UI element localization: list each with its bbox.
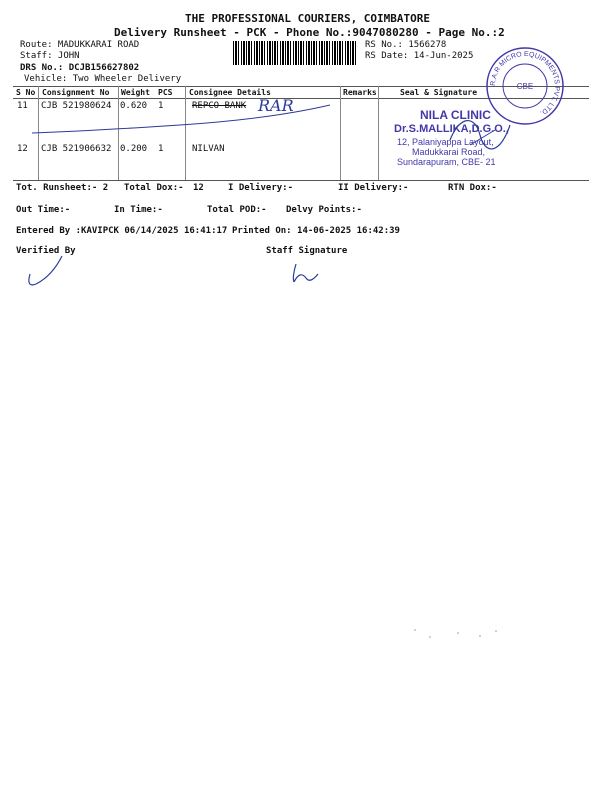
tot-runsheet: Tot. Runsheet:- 2 xyxy=(16,183,109,193)
round-stamp-text: R.A.R MICRO EQUIPMENTS PVT. LTD. xyxy=(489,50,561,117)
handwritten-rar: RAR xyxy=(258,96,294,115)
total-pod: Total POD:- xyxy=(207,205,267,215)
col-header-consignee: Consignee Details xyxy=(189,88,271,97)
scan-speck-graphic xyxy=(400,625,520,645)
route-label: Route: MADUKKARAI ROAD xyxy=(20,40,140,50)
row-pcs: 1 xyxy=(158,101,164,111)
pen-stroke-graphic xyxy=(30,95,350,140)
col-header-remarks: Remarks xyxy=(343,88,377,97)
ii-delivery: II Delivery:- xyxy=(338,183,409,193)
row-consignment: CJB 521906632 xyxy=(41,144,112,154)
in-time: In Time:- xyxy=(114,205,163,215)
row-consignee: NILVAN xyxy=(192,144,225,154)
clinic-stamp-address: 12, Palaniyappa Layout, xyxy=(397,137,494,147)
row-weight: 0.620 xyxy=(120,101,148,111)
entered-by: Entered By :KAVIPCK 06/14/2025 16:41:17 xyxy=(16,226,228,236)
col-divider xyxy=(378,86,379,180)
clinic-stamp-address: Sundarapuram, CBE- 21 xyxy=(397,157,496,167)
staff-label: Staff: JOHN xyxy=(20,51,80,61)
col-header-sno: S No xyxy=(16,88,36,97)
i-delivery: I Delivery:- xyxy=(228,183,294,193)
printed-on: Printed On: 14-06-2025 16:42:39 xyxy=(232,226,400,236)
col-header-consignment: Consignment No xyxy=(42,88,110,97)
company-title: THE PROFESSIONAL COURIERS, COIMBATORE xyxy=(185,12,431,25)
out-time: Out Time:- xyxy=(16,205,71,215)
clinic-stamp-address: Madukkarai Road, xyxy=(412,147,486,157)
verifier-signature-graphic xyxy=(22,252,82,292)
col-header-seal: Seal & Signature xyxy=(400,88,478,97)
barcode-graphic xyxy=(233,41,358,65)
staff-signature-label: Staff Signature xyxy=(266,246,348,256)
verified-by-label: Verified By xyxy=(16,246,76,256)
row-pcs: 1 xyxy=(158,144,164,154)
row-weight: 0.200 xyxy=(120,144,148,154)
total-dox-label: Total Dox:- xyxy=(124,183,184,193)
row-consignee: REPCO BANK xyxy=(192,101,247,111)
rs-date: RS Date: 14-Jun-2025 xyxy=(365,51,474,61)
clinic-stamp-doctor: Dr.S.MALLIKA,D.G.O., xyxy=(394,123,509,135)
signature-scribble-graphic xyxy=(440,110,520,160)
table-bottom-rule xyxy=(13,180,589,181)
rtn-dox: RTN Dox:- xyxy=(448,183,497,193)
delvy-points: Delvy Points:- xyxy=(286,205,362,215)
col-header-weight: Weight xyxy=(121,88,150,97)
drs-number: DRS No.: DCJB156627802 xyxy=(20,63,140,73)
staff-signature-graphic xyxy=(288,260,328,290)
row-sno: 12 xyxy=(17,144,28,154)
runsheet-title: Delivery Runsheet - PCK - Phone No.:9047080280 - Page No.:2 xyxy=(114,26,505,39)
clinic-stamp-name: NILA CLINIC xyxy=(420,108,491,122)
total-dox-value: 12 xyxy=(193,183,204,193)
row-consignment: CJB 521980624 xyxy=(41,101,112,111)
round-stamp-center: CBE xyxy=(516,82,534,91)
row-sno: 11 xyxy=(17,101,28,111)
col-header-pcs: PCS xyxy=(158,88,173,97)
rs-number: RS No.: 1566278 xyxy=(365,40,447,50)
vehicle-label: Vehicle: Two Wheeler Delivery xyxy=(24,74,182,84)
